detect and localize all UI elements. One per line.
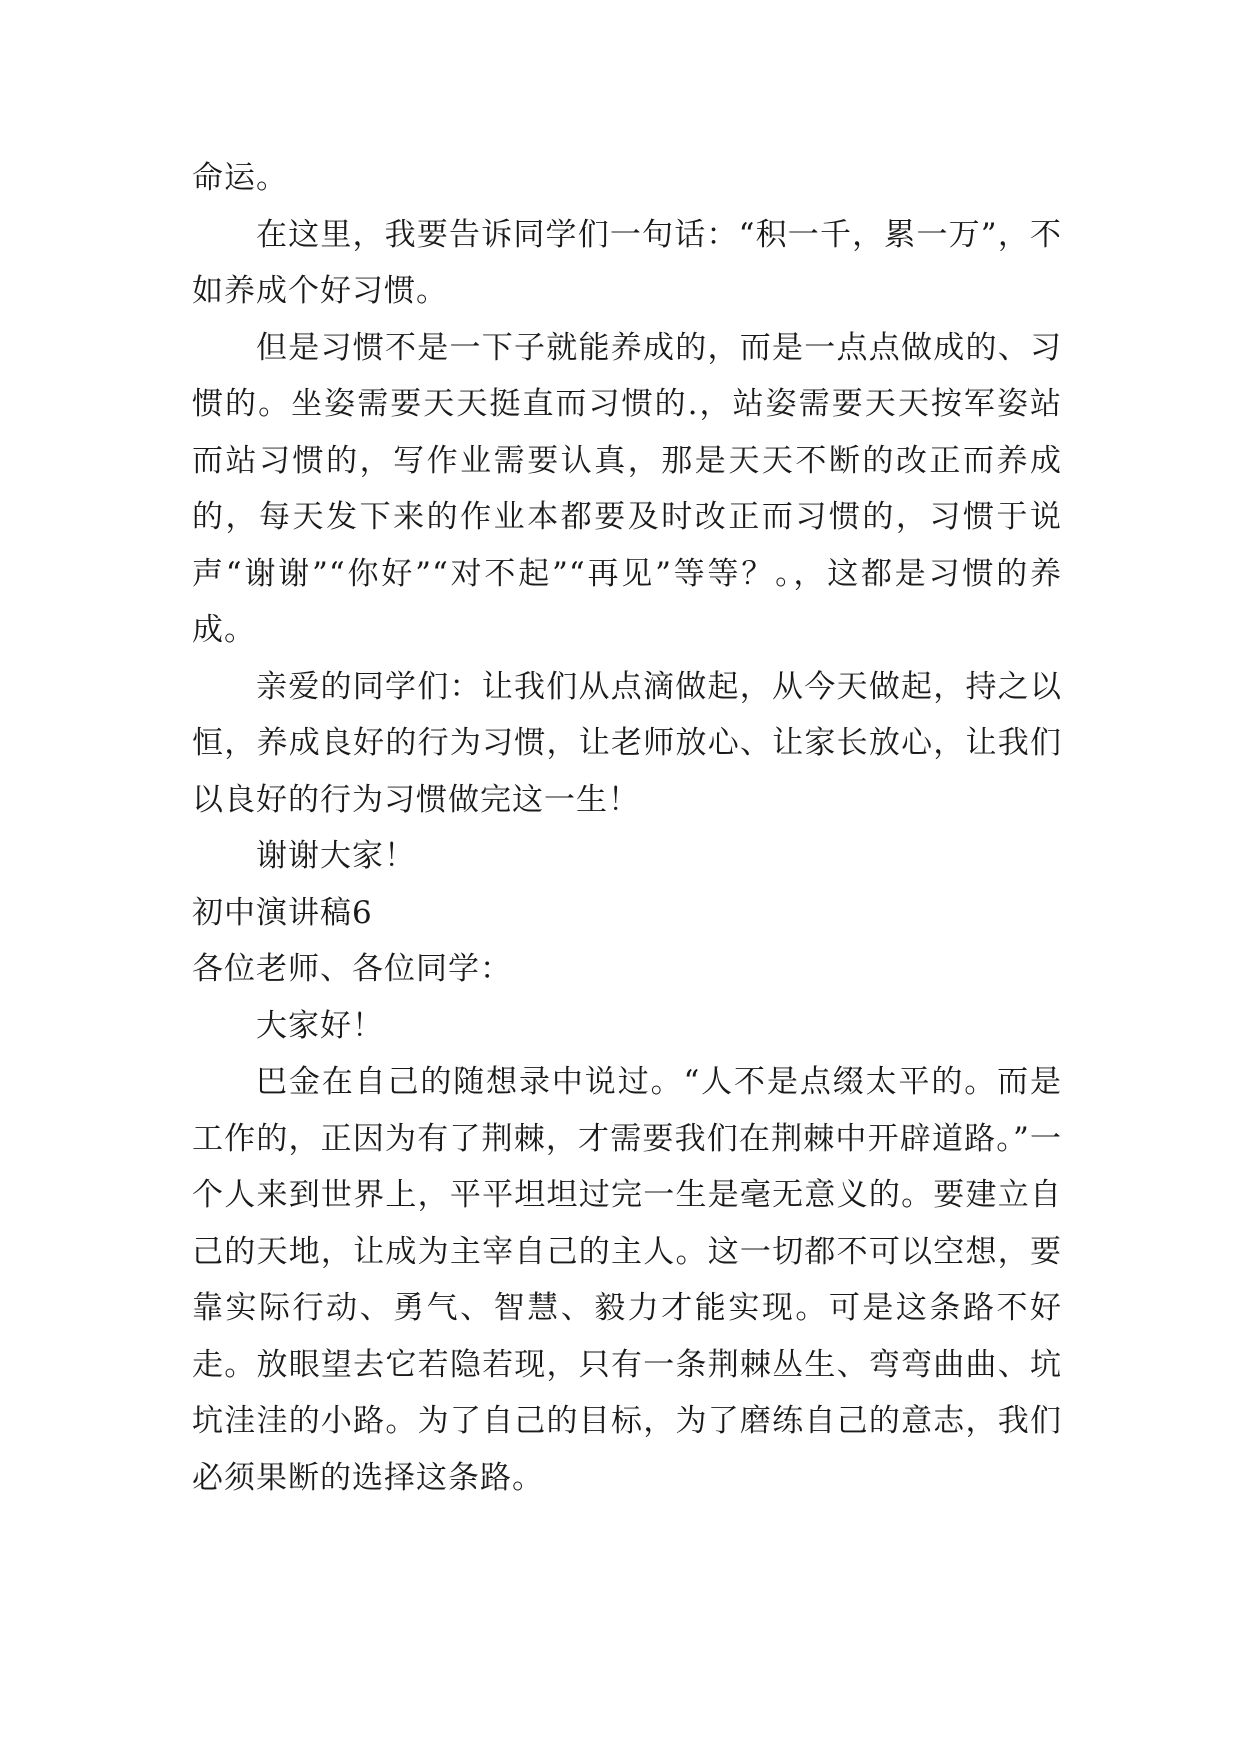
greeting: 大家好！ [256,1007,384,1044]
paragraph-closing-thanks: 谢谢大家！ [256,838,416,874]
paragraph-body: 巴金在自己的随想录中说过。“人不是点缀太平的。而是工作的，正因为有了荆棘，才需要我们在荆棘中开辟道路。”一个人来到世界上，平平坦坦过完一生是毫无意义的。要建立自己的天地，让成为主宰自己的主人。这一切都不可以空想，要靠实际行动、勇气、智慧、毅力才能实现。可是这条路不好走。放眼望去它若隐若现，只有一条荆棘丛生、弯弯曲曲、坑坑洼洼的小路。为了自己的目标，为了磨练自己的意志，我们必须果断的选择这条路。 [192,1064,1062,1496]
paragraph-2: 在这里，我要告诉同学们一句话：“积一千，累一万”，不如养成个好习惯。 [192,216,1062,309]
document-body [192,150,1062,1506]
paragraph-1: 命运。 [192,160,288,196]
section-heading: 初中演讲稿6 [192,894,373,931]
salutation: 各位老师、各位同学： [192,951,512,987]
paragraph-3: 但是习惯不是一下子就能养成的，而是一点点做成的、习惯的。坐姿需要天天挺直而习惯的.，站姿需要天天按军姿站而站习惯的，写作业需要认真，那是天天不断的改正而养成的，每天发下来的作业本都要及时改正而习惯的，习惯于说声“谢谢”“你好”“对不起”“再见”等等？。，这都是习惯的养成。 [192,329,1062,648]
paragraph-4: 亲爱的同学们：让我们从点滴做起，从今天做起，持之以恒，养成良好的行为习惯，让老师放心、让家长放心，让我们以良好的行为习惯做完这一生！ [192,668,1062,818]
